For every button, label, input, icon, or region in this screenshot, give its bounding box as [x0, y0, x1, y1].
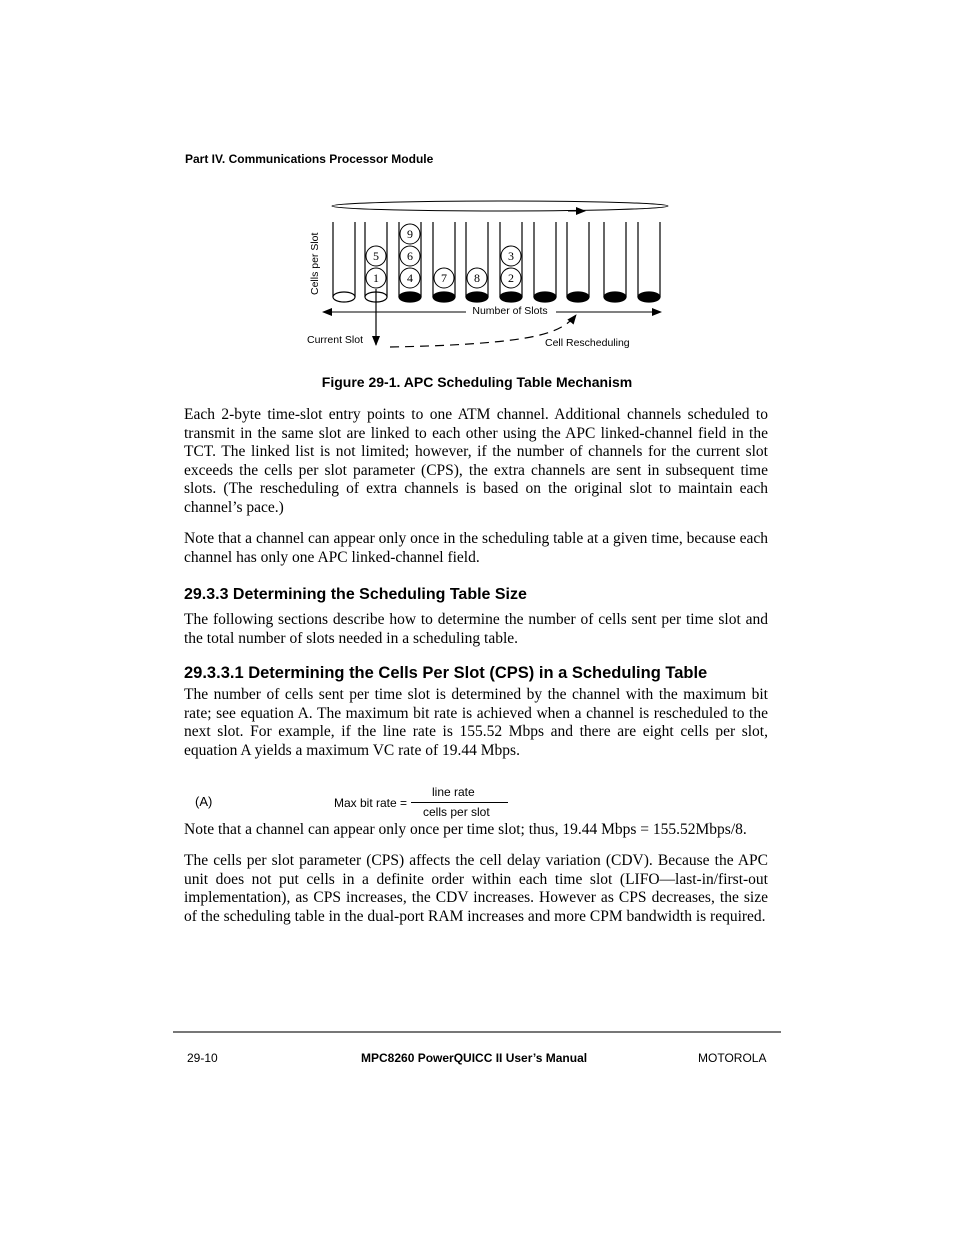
page-number: 29-10	[187, 1051, 218, 1065]
rescheduling-label: Cell Rescheduling	[545, 337, 630, 349]
cell-number: 9	[407, 227, 413, 241]
paragraph: Note that a channel can appear only once per time slot; thus, 19.44 Mbps = 155.52Mbps/8.	[184, 821, 747, 838]
paragraph: Note that a channel can appear only once in the scheduling table at a given time, because each channel has only one APC linked-channel field.	[184, 530, 768, 566]
cell-number: 4	[407, 271, 413, 285]
cell-number: 7	[441, 271, 447, 285]
cell-number: 8	[474, 271, 480, 285]
figure-caption: Figure 29-1. APC Scheduling Table Mechanism	[321, 374, 633, 390]
fraction-bar	[411, 802, 508, 803]
subsection-heading: 29.3.3.1 Determining the Cells Per Slot (CPS) in a Scheduling Table	[184, 664, 708, 682]
section-heading: 29.3.3 Determining the Scheduling Table Size	[184, 586, 527, 603]
y-axis-label: Cells per Slot	[309, 232, 321, 295]
equation-denominator: cells per slot	[423, 805, 490, 819]
apc-scheduling-figure	[300, 195, 680, 360]
paragraph: Each 2-byte time-slot entry points to one ATM channel. Additional channels scheduled to transmit in the same slot are linked to each other using the APC linked-channel field in the TCT. The linked list is not limited; however, if the number of channels for the current slot exceeds the cells per slot parameter (CPS), the extra channels are sent in subsequent time slots. (The rescheduling of extra channels is based on the original slot to maintain each channel’s pace.)	[184, 406, 768, 516]
paragraph: The cells per slot parameter (CPS) affects the cell delay variation (CDV). Because the APC unit does not put cells in a definite order within each time slot (LIFO—last-in/first-out implementation), as CPS increases, the CDV increases. However as CPS decreases, the size of the scheduling table in the dual-port RAM increases and more CPM bandwidth is required.	[184, 852, 768, 925]
cell-number: 6	[407, 249, 413, 263]
manual-title: MPC8260 PowerQUICC II User’s Manual	[361, 1051, 588, 1065]
running-head: Part IV. Communications Processor Module	[185, 152, 434, 166]
company-name: MOTOROLA	[698, 1051, 767, 1065]
equation-label: (A)	[195, 794, 213, 809]
cell-number: 2	[508, 271, 514, 285]
equation-lhs: Max bit rate =	[334, 796, 408, 810]
cell-number: 3	[508, 249, 514, 263]
cell-number: 1	[373, 271, 379, 285]
equation-numerator: line rate	[432, 785, 475, 799]
cell-number: 5	[373, 249, 379, 263]
paragraph: The following sections describe how to determine the number of cells sent per time slot and the total number of slots needed in a scheduling table.	[184, 611, 768, 647]
footer-rule	[173, 1031, 781, 1033]
paragraph: The number of cells sent per time slot is determined by the channel with the maximum bit rate; see equation A. The maximum bit rate is achieved when a channel is rescheduled to the next slot. For example, if the line rate is 155.52 Mbps and there are eight cells per slot, equation A yields a maximum VC rate of 19.44 Mbps.	[184, 686, 768, 759]
x-axis-label: Number of Slots	[472, 305, 548, 317]
rotation-arrow	[332, 201, 668, 211]
current-slot-label: Current Slot	[307, 334, 364, 346]
